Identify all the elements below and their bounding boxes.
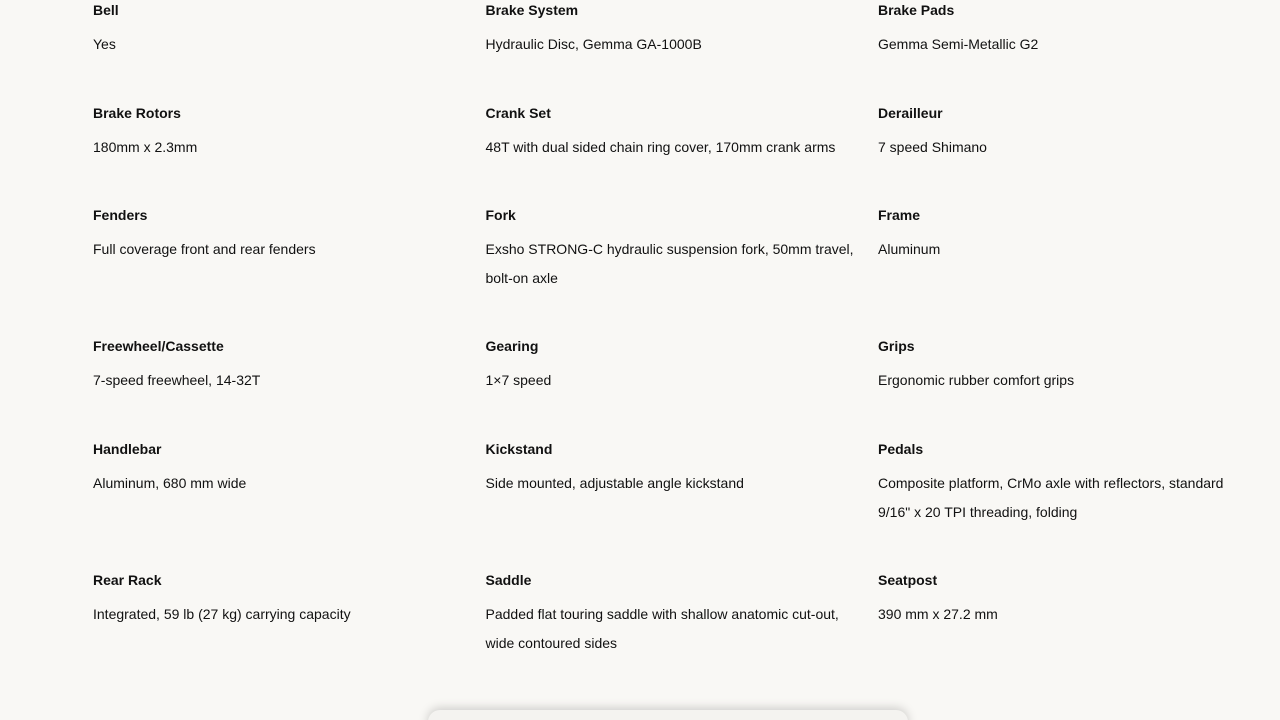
spec-handlebar xyxy=(93,431,486,562)
spec-bell xyxy=(93,0,486,95)
spec-value: Exsho STRONG-C hydraulic suspension fork, 50mm travel, bolt-on axle xyxy=(485,241,854,286)
specs-grid xyxy=(93,0,1263,693)
spec-label: Freewheel/Cassette xyxy=(93,338,224,355)
spec-label: Bell xyxy=(93,2,119,18)
spec-label: Derailleur xyxy=(878,104,943,121)
spec-grips xyxy=(878,328,1263,431)
spec-value: Padded flat touring saddle with shallow anatomic cut-out, wide contoured sides xyxy=(485,606,839,651)
spec-value: Integrated, 59 lb (27 kg) carrying capacity xyxy=(93,606,351,623)
spec-label: Saddle xyxy=(485,572,532,589)
spec-value: Full coverage front and rear fenders xyxy=(93,241,316,258)
spec-rear-rack xyxy=(93,562,486,693)
spec-value: 180mm x 2.3mm xyxy=(93,138,198,155)
spec-value: Side mounted, adjustable angle kickstand xyxy=(485,474,744,491)
spec-fenders xyxy=(93,197,486,328)
spec-freewheel-cassette xyxy=(93,328,486,431)
spec-brake-pads xyxy=(878,0,1263,95)
spec-label: Fork xyxy=(485,207,516,224)
spec-kickstand xyxy=(486,431,879,562)
spec-value: 7 speed Shimano xyxy=(878,138,987,155)
spec-value: Ergonomic rubber comfort grips xyxy=(878,372,1075,389)
spec-derailleur xyxy=(878,95,1263,198)
spec-value: Gemma Semi-Metallic G2 xyxy=(878,36,1039,52)
spec-label: Rear Rack xyxy=(93,572,162,589)
spec-frame xyxy=(878,197,1263,328)
spec-label: Kickstand xyxy=(485,440,553,457)
spec-label: Frame xyxy=(878,207,921,224)
spec-pedals xyxy=(878,431,1263,562)
spec-label: Gearing xyxy=(485,338,539,355)
spec-brake-system xyxy=(486,0,879,95)
spec-value: Yes xyxy=(93,36,116,52)
spec-value: 7-speed freewheel, 14-32T xyxy=(93,372,261,389)
spec-value: 48T with dual sided chain ring cover, 170mm crank arms xyxy=(485,138,836,155)
spec-label: Seatpost xyxy=(878,572,938,589)
spec-value: Aluminum xyxy=(878,241,941,258)
spec-value: 1×7 speed xyxy=(485,372,552,389)
spec-saddle xyxy=(486,562,879,693)
spec-crank-set xyxy=(486,95,879,198)
spec-value: Aluminum, 680 mm wide xyxy=(93,474,247,491)
spec-brake-rotors xyxy=(93,95,486,198)
spec-label: Brake System xyxy=(485,2,579,18)
spec-value: 390 mm x 27.2 mm xyxy=(878,606,998,623)
spec-value: Hydraulic Disc, Gemma GA-1000B xyxy=(485,36,702,52)
spec-fork xyxy=(486,197,879,328)
spec-label: Grips xyxy=(878,338,915,355)
spec-label: Crank Set xyxy=(485,104,551,121)
spec-seatpost xyxy=(878,562,1263,693)
spec-label: Brake Rotors xyxy=(93,104,181,121)
spec-label: Brake Pads xyxy=(878,2,955,18)
spec-label: Handlebar xyxy=(93,440,162,457)
spec-label: Pedals xyxy=(878,440,924,457)
bottom-sticky-bar[interactable] xyxy=(428,710,908,720)
spec-label: Fenders xyxy=(93,207,148,224)
spec-value: Composite platform, CrMo axle with reflectors, standard 9/16" x 20 TPI threading, folding xyxy=(878,474,1224,520)
spec-gearing xyxy=(486,328,879,431)
